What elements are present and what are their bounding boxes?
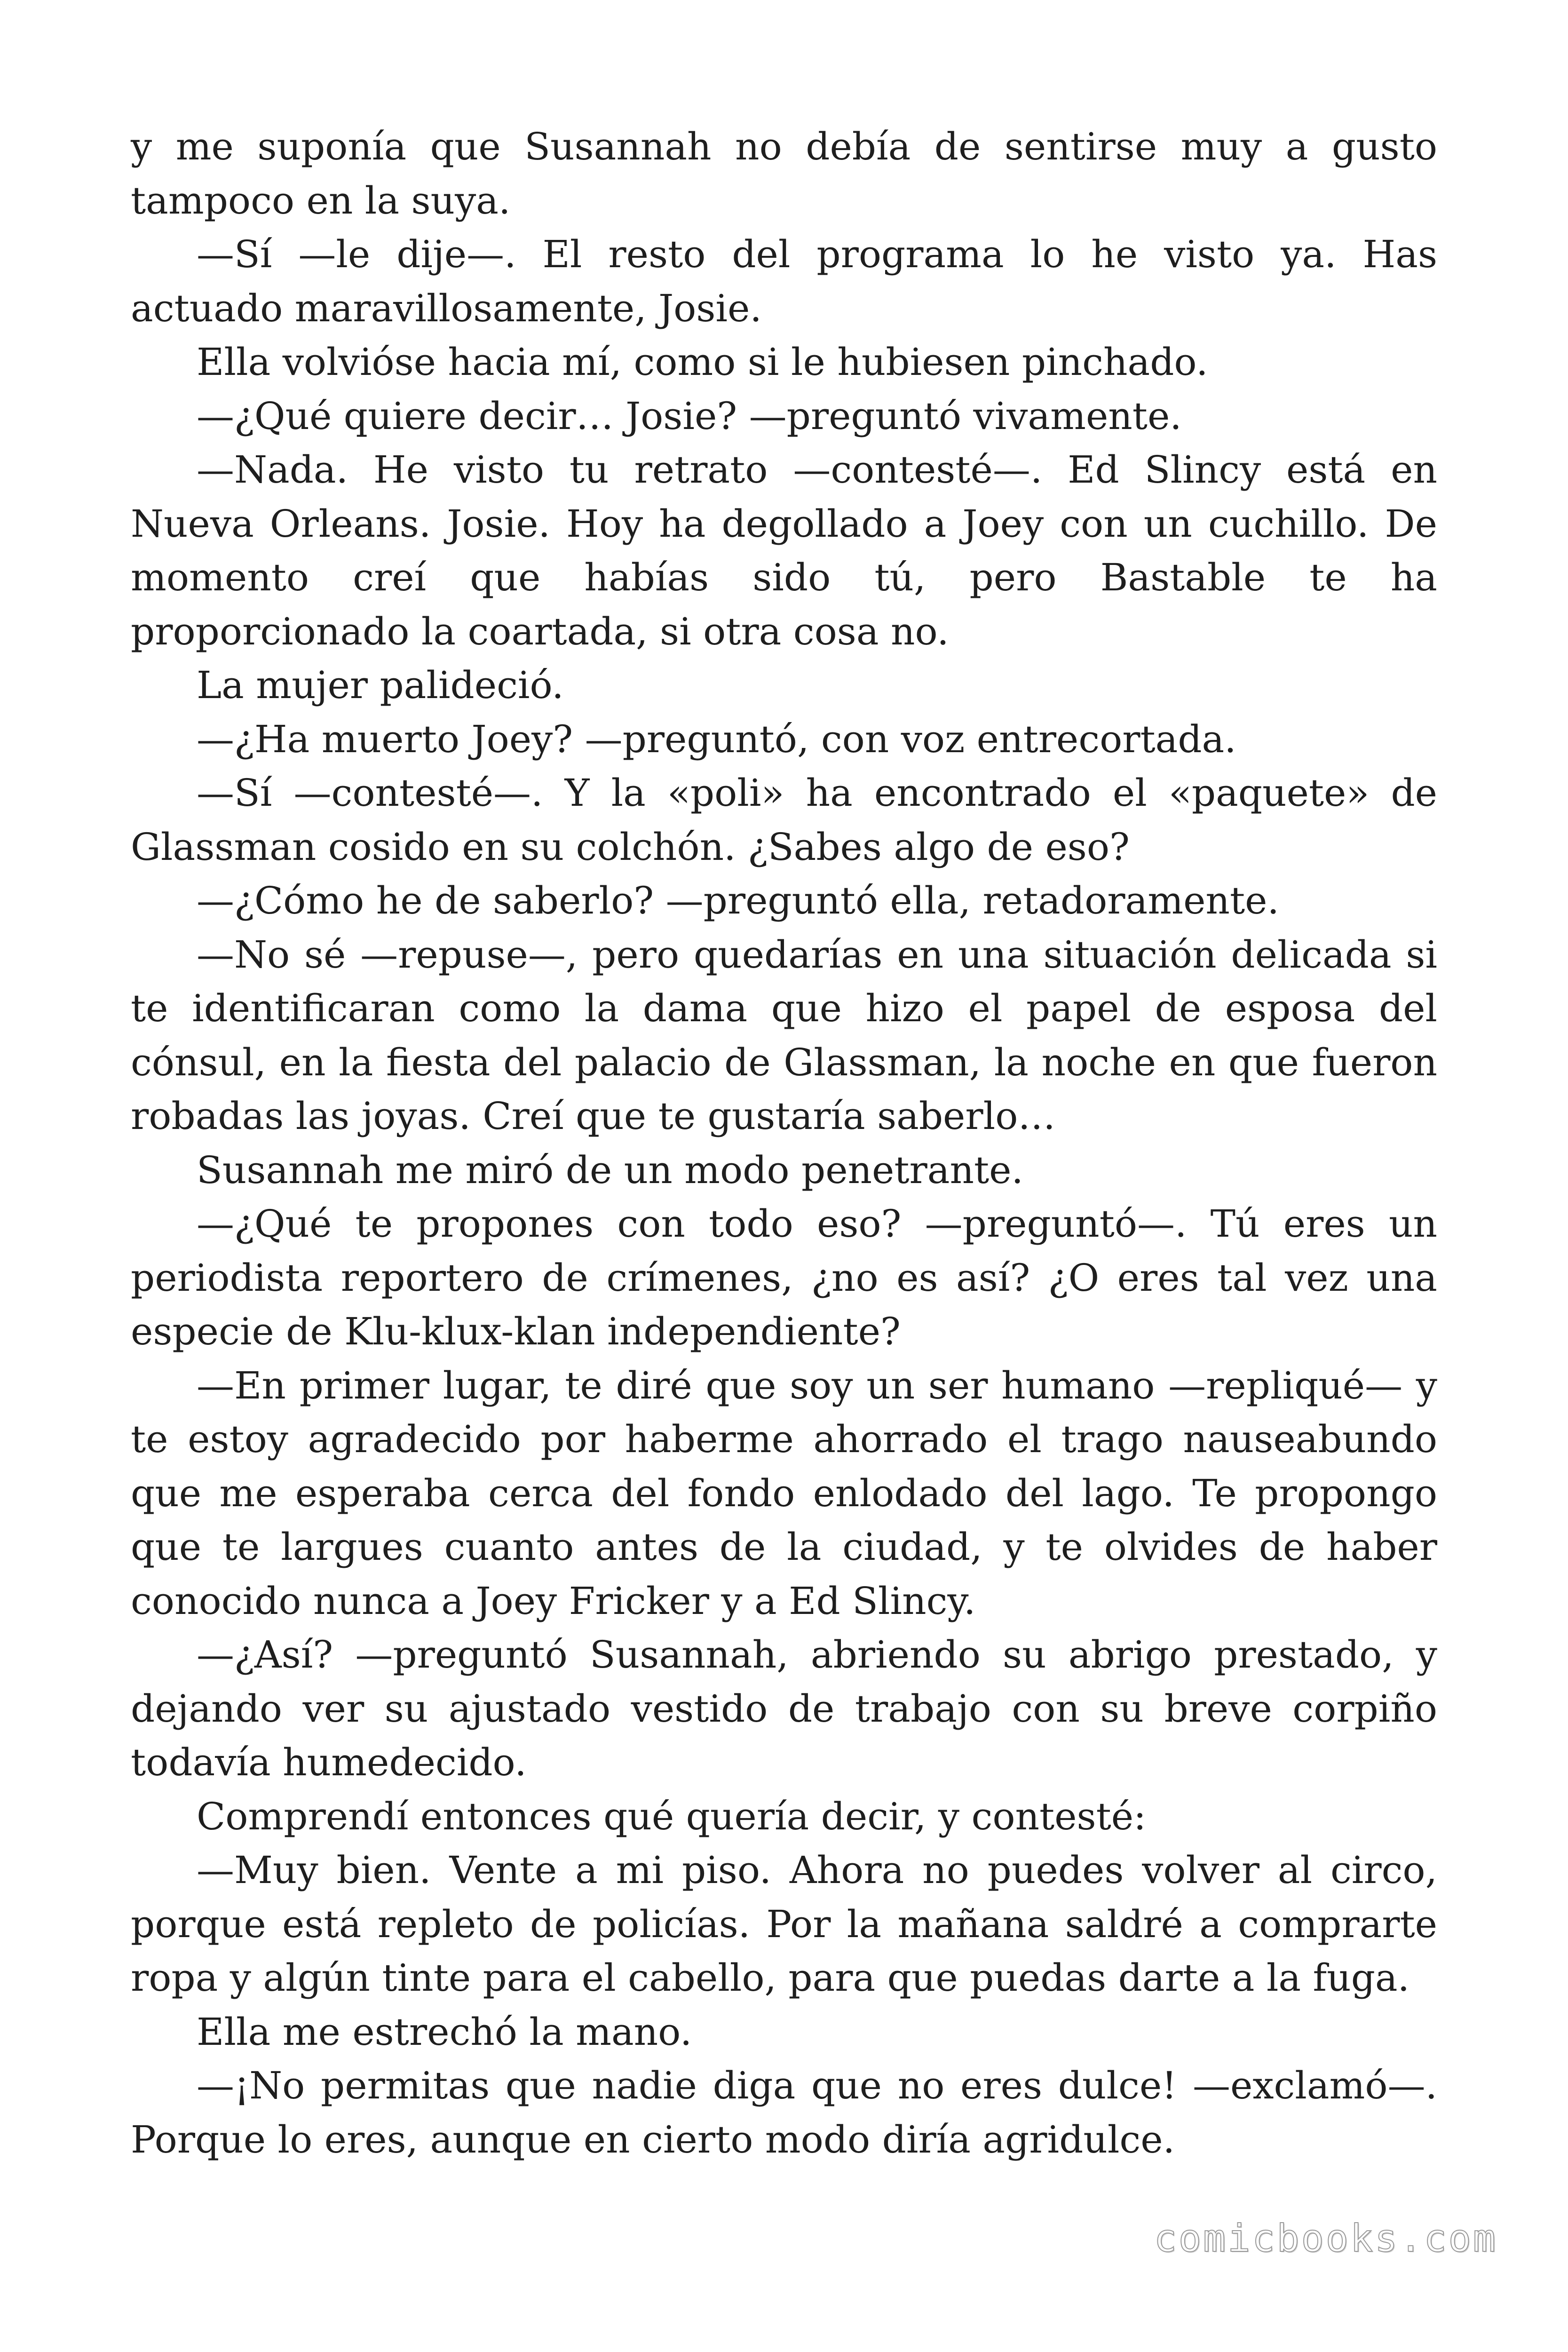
paragraph: Ella volvióse hacia mí, como si le hubiesen pinchado. — [197, 340, 1208, 384]
paragraph: —¿Así? —preguntó Susannah, abriendo su abrigo prestado, y dejando ver su ajustado vestido de trabajo con su breve corpiño todavía humedecido. — [131, 1633, 1437, 1784]
paragraph: Ella me estrechó la mano. — [197, 2010, 692, 2054]
paragraph: —¿Cómo he de saberlo? —preguntó ella, retadoramente. — [197, 879, 1279, 922]
paragraph: —No sé —repuse—, pero quedarías en una situación delicada si te identificaran como la dama que hizo el papel de esposa del cónsul, en la fiesta del palacio de Glassman, la noche en que fueron robadas las joyas. Creí que te gustaría saberlo… — [131, 932, 1437, 1138]
watermark: comicbooks.com — [1154, 2217, 1497, 2260]
paragraph: —Sí —le dije—. El resto del programa lo he visto ya. Has actuado maravillosamente, Josie. — [131, 232, 1437, 330]
paragraph: —¡No permitas que nadie diga que no eres dulce! —exclamó—. Porque lo eres, aunque en cierto modo diría agridulce. — [131, 2064, 1437, 2161]
paragraph: Susannah me miró de un modo penetrante. — [197, 1148, 1023, 1192]
paragraph: y me suponía que Susannah no debía de sentirse muy a gusto tampoco en la suya. — [131, 125, 1437, 222]
paragraph: —Sí —contesté—. Y la «poli» ha encontrado el «paquete» de Glassman cosido en su colchón. ¿Sabes algo de eso? — [131, 771, 1437, 869]
paragraph: —¿Ha muerto Joey? —preguntó, con voz entrecortada. — [197, 717, 1236, 761]
body-text — [131, 120, 1437, 2167]
paragraph: —Muy bien. Vente a mi piso. Ahora no puedes volver al circo, porque está repleto de policías. Por la mañana saldré a comprarte ropa y algún tinte para el cabello, para que puedas darte a la fuga. — [131, 1848, 1437, 2000]
paragraph: —En primer lugar, te diré que soy un ser humano —repliqué— y te estoy agradecido por haberme ahorrado el trago nauseabundo que me esperaba cerca del fondo enlodado del lago. Te propongo que te largues cuanto antes de la ciudad, y te olvides de haber conocido nunca a Joey Fricker y a Ed Slincy. — [131, 1363, 1437, 1623]
paragraph: —¿Qué te propones con todo eso? —preguntó—. Tú eres un periodista reportero de crímenes, ¿no es así? ¿O eres tal vez una especie de Klu-klux-klan independiente? — [131, 1202, 1437, 1353]
paragraph: Comprendí entonces qué quería decir, y contesté: — [197, 1794, 1147, 1838]
paragraph: —Nada. He visto tu retrato —contesté—. Ed Slincy está en Nueva Orleans. Josie. Hoy ha degollado a Joey con un cuchillo. De momento creí que habías sido tú, pero Bastable te ha proporcionado la coartada, si otra cosa no. — [131, 448, 1437, 653]
paragraph: —¿Qué quiere decir… Josie? —preguntó vivamente. — [197, 394, 1182, 438]
paragraph: La mujer palideció. — [197, 663, 564, 707]
